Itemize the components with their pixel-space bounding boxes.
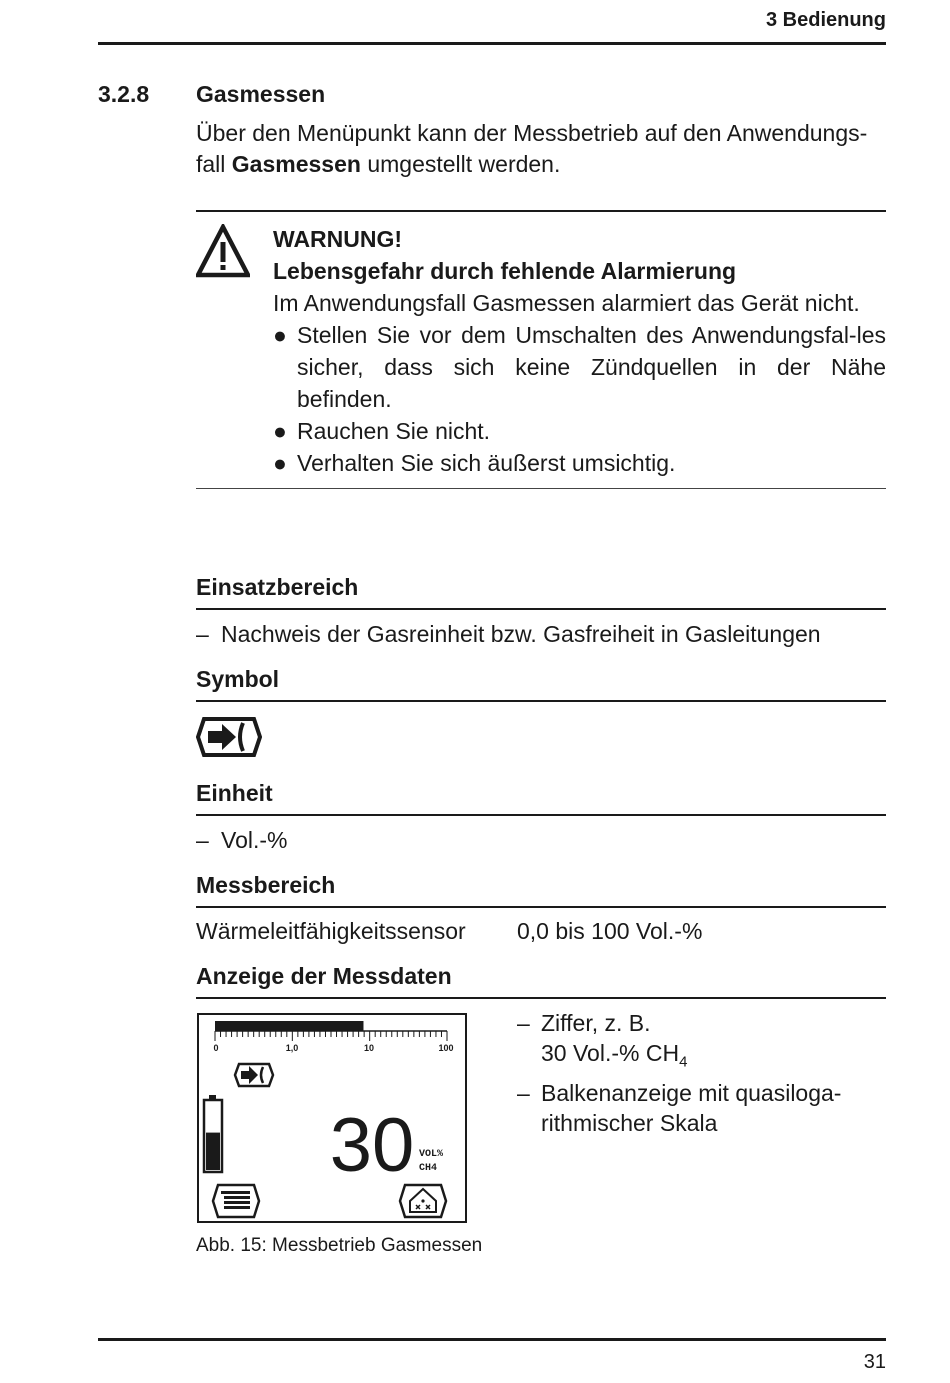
- list-item: – Ziffer, z. B. 30 Vol.-% $CH_4$: [517, 1010, 688, 1071]
- anzeige-rule: [196, 997, 886, 999]
- warning-text: [273, 223, 886, 479]
- einheit-item: Vol.-%: [221, 827, 288, 853]
- scale-label: 10: [363, 1043, 375, 1053]
- chapter-header: 3 Bedienung: [765, 9, 886, 31]
- einsatzbereich-item: Nachweis der Gasreinheit bzw. Gasfreiheit in Gasleitungen: [221, 621, 821, 647]
- header-rule: [98, 42, 886, 45]
- battery-icon: [204, 1095, 222, 1172]
- gas-label: CH4: [419, 1163, 438, 1174]
- section-number: 3.2.8: [98, 81, 150, 107]
- anzeige-heading: Anzeige der Messdaten: [196, 963, 452, 989]
- list-item: – Balkenanzeige mit quasiloga-rithmischer Skala: [517, 1079, 842, 1136]
- warning-headline: Lebensgefahr durch fehlende Alarmierung: [273, 258, 737, 284]
- figure-caption: Abb. 15: Messbetrieb Gasmessen: [196, 1235, 483, 1256]
- battery-level: [206, 1133, 220, 1170]
- symbol-heading: Symbol: [196, 666, 280, 692]
- bullet-icon: ●: [273, 450, 287, 476]
- messbereich-rule: [196, 906, 886, 908]
- einheit-rule: [196, 814, 886, 816]
- measurement-value: 30: [329, 1103, 415, 1188]
- warning-bottom-rule: [196, 488, 886, 489]
- bar-graph-fill: [215, 1021, 363, 1031]
- warning-bullet: ● Stellen Sie vor dem Umschalten des Anwendungsfal-les sicher, dass sich keine Zündquellen in der Nähe befinden.: [273, 319, 886, 415]
- messbereich-heading: Messbereich: [196, 872, 336, 898]
- scale-label: 1,0: [285, 1043, 299, 1053]
- warning-top-rule: [196, 210, 886, 212]
- device-display: [197, 1013, 467, 1223]
- messbereich-range: 0,0 bis 100 Vol.-%: [517, 918, 703, 944]
- warning-bullet: ● Verhalten Sie sich äußerst umsichtig.: [273, 447, 886, 479]
- section-title: Gasmessen: [196, 81, 326, 107]
- einsatzbereich-heading: Einsatzbereich: [196, 574, 359, 600]
- einheit-heading: Einheit: [196, 780, 273, 806]
- scale-label: 100: [438, 1043, 454, 1053]
- unit-label: VOL%: [419, 1149, 444, 1160]
- intro-paragraph: Über den Menüpunkt kann der Messbetrieb auf den Anwendungs-fall Gasmessen umgestellt werden.: [196, 120, 868, 177]
- einsatzbereich-dash: –: [196, 621, 209, 647]
- warning-triangle-icon: [196, 224, 250, 278]
- warning-title: WARNUNG!: [273, 226, 403, 252]
- warning-description: Im Anwendungsfall Gasmessen alarmiert das Gerät nicht.: [273, 290, 860, 316]
- scale-label: 0: [213, 1043, 219, 1053]
- einsatzbereich-rule: [196, 608, 886, 610]
- display-description-list: [517, 1008, 886, 1138]
- messbereich-sensor: Wärmeleitfähigkeitssensor: [196, 918, 466, 944]
- bullet-icon: ●: [273, 322, 287, 348]
- warning-bullet: ● Rauchen Sie nicht.: [273, 415, 886, 447]
- page-number: 31: [863, 1351, 886, 1373]
- gas-mode-arrow-icon: [196, 716, 262, 758]
- symbol-rule: [196, 700, 886, 702]
- bullet-icon: ●: [273, 418, 287, 444]
- einheit-dash: –: [196, 827, 209, 853]
- footer-rule: [98, 1338, 886, 1341]
